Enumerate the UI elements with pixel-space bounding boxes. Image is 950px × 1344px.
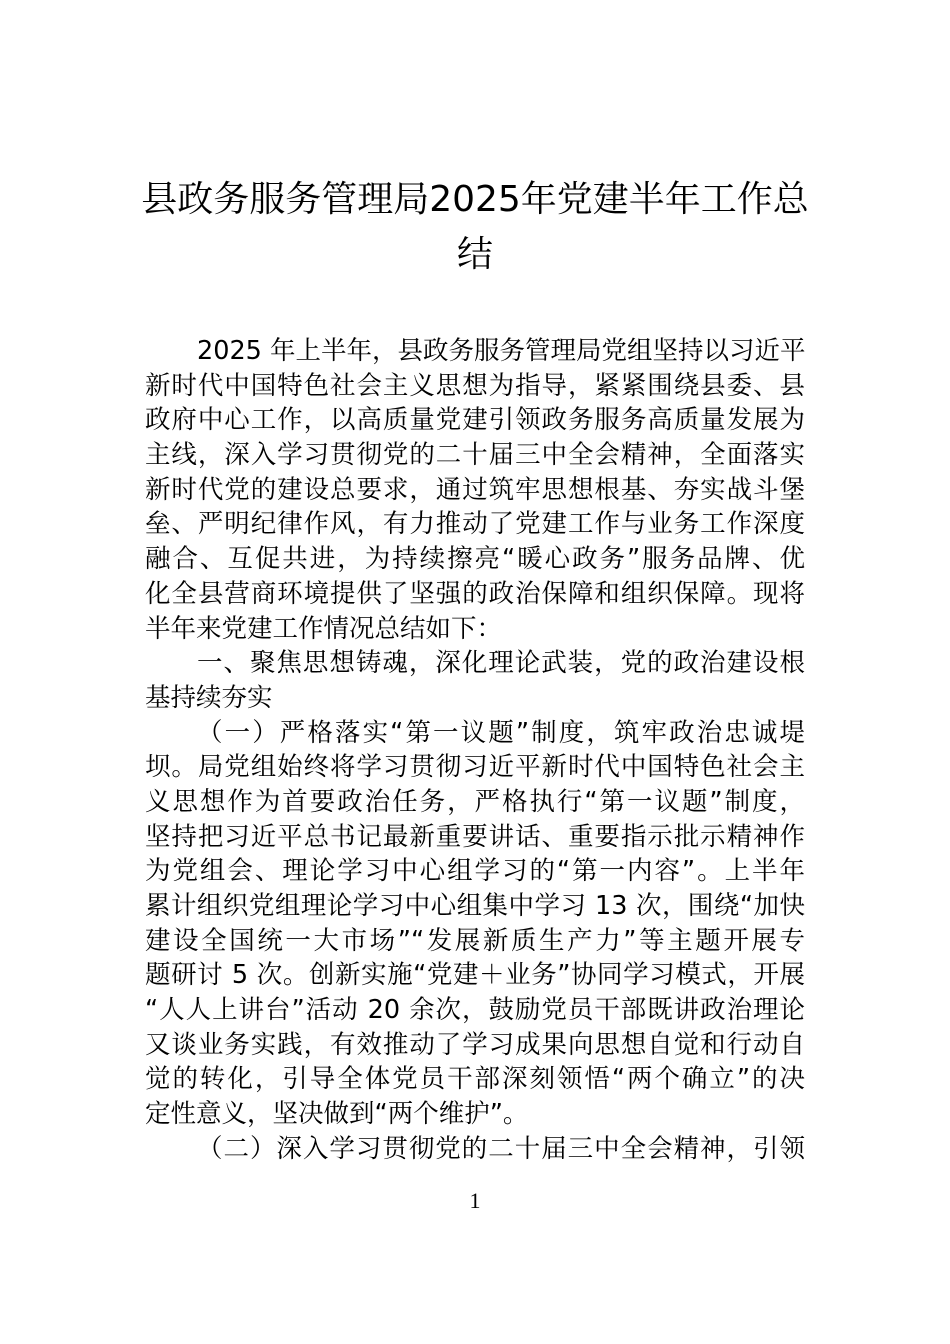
- text-line: 基持续夯实: [145, 682, 273, 713]
- text-line: 半年来党建工作情况总结如下：: [145, 613, 503, 644]
- section-heading: [145, 646, 805, 715]
- text-line: 又谈业务实践，有效推动了学习成果向思想自觉和行动自: [145, 1029, 805, 1060]
- text-line: 新时代中国特色社会主义思想为指导，紧紧围绕县委、县: [145, 370, 805, 401]
- title-line-2: 结: [456, 234, 493, 275]
- intro-paragraph: [145, 334, 805, 646]
- text-line: 垒、严明纪律作风，有力推动了党建工作与业务工作深度: [145, 509, 805, 540]
- text-line: （二）深入学习贯彻党的二十届三中全会精神，引领: [197, 1133, 805, 1164]
- document-body: [145, 334, 805, 1167]
- text-line: 2025 年上半年，县政务服务管理局党组坚持以习近平: [197, 336, 806, 366]
- text-line: 定性意义，坚决做到“两个维护”。: [145, 1099, 529, 1130]
- text-line: 坝。局党组始终将学习贯彻习近平新时代中国特色社会主: [145, 752, 805, 783]
- text-line: 为党组会、理论学习中心组学习的“第一内容”。上半年: [145, 856, 805, 887]
- subsection-paragraph: [145, 716, 805, 1132]
- text-line: 新时代党的建设总要求，通过筑牢思想根基、夯实战斗堡: [145, 474, 805, 505]
- document-title: [100, 172, 850, 282]
- text-line: 义思想作为首要政治任务，严格执行“第一议题”制度，: [145, 786, 805, 817]
- text-line: （一）严格落实“第一议题”制度，筑牢政治忠诚堤: [197, 717, 805, 748]
- text-line: 一、聚焦思想铸魂，深化理论武装，党的政治建设根: [197, 648, 805, 679]
- text-line: 建设全国统一大市场”“发展新质生产力”等主题开展专: [145, 925, 805, 956]
- text-line: 题研讨 5 次。创新实施“党建＋业务”协同学习模式，开展: [145, 960, 805, 991]
- title-line-1: 县政务服务管理局2025年党建半年工作总: [141, 179, 809, 220]
- text-line: 觉的转化，引导全体党员干部深刻领悟“两个确立”的决: [145, 1064, 805, 1095]
- text-line: 坚持把习近平总书记最新重要讲话、重要指示批示精神作: [145, 821, 805, 852]
- text-line: 主线，深入学习贯彻党的二十届三中全会精神，全面落实: [145, 440, 805, 471]
- page-number: 1: [469, 1188, 481, 1213]
- subsection-paragraph: [145, 1132, 805, 1167]
- text-line: 融合、互促共进，为持续擦亮“暖心政务”服务品牌、优: [145, 544, 805, 575]
- text-line: 化全县营商环境提供了坚强的政治保障和组织保障。现将: [145, 578, 805, 609]
- text-line: 政府中心工作，以高质量党建引领政务服务高质量发展为: [145, 405, 805, 436]
- text-line: “人人上讲台”活动 20 余次，鼓励党员干部既讲政治理论: [145, 995, 805, 1026]
- text-line: 累计组织党组理论学习中心组集中学习 13 次，围绕“加快: [145, 891, 805, 921]
